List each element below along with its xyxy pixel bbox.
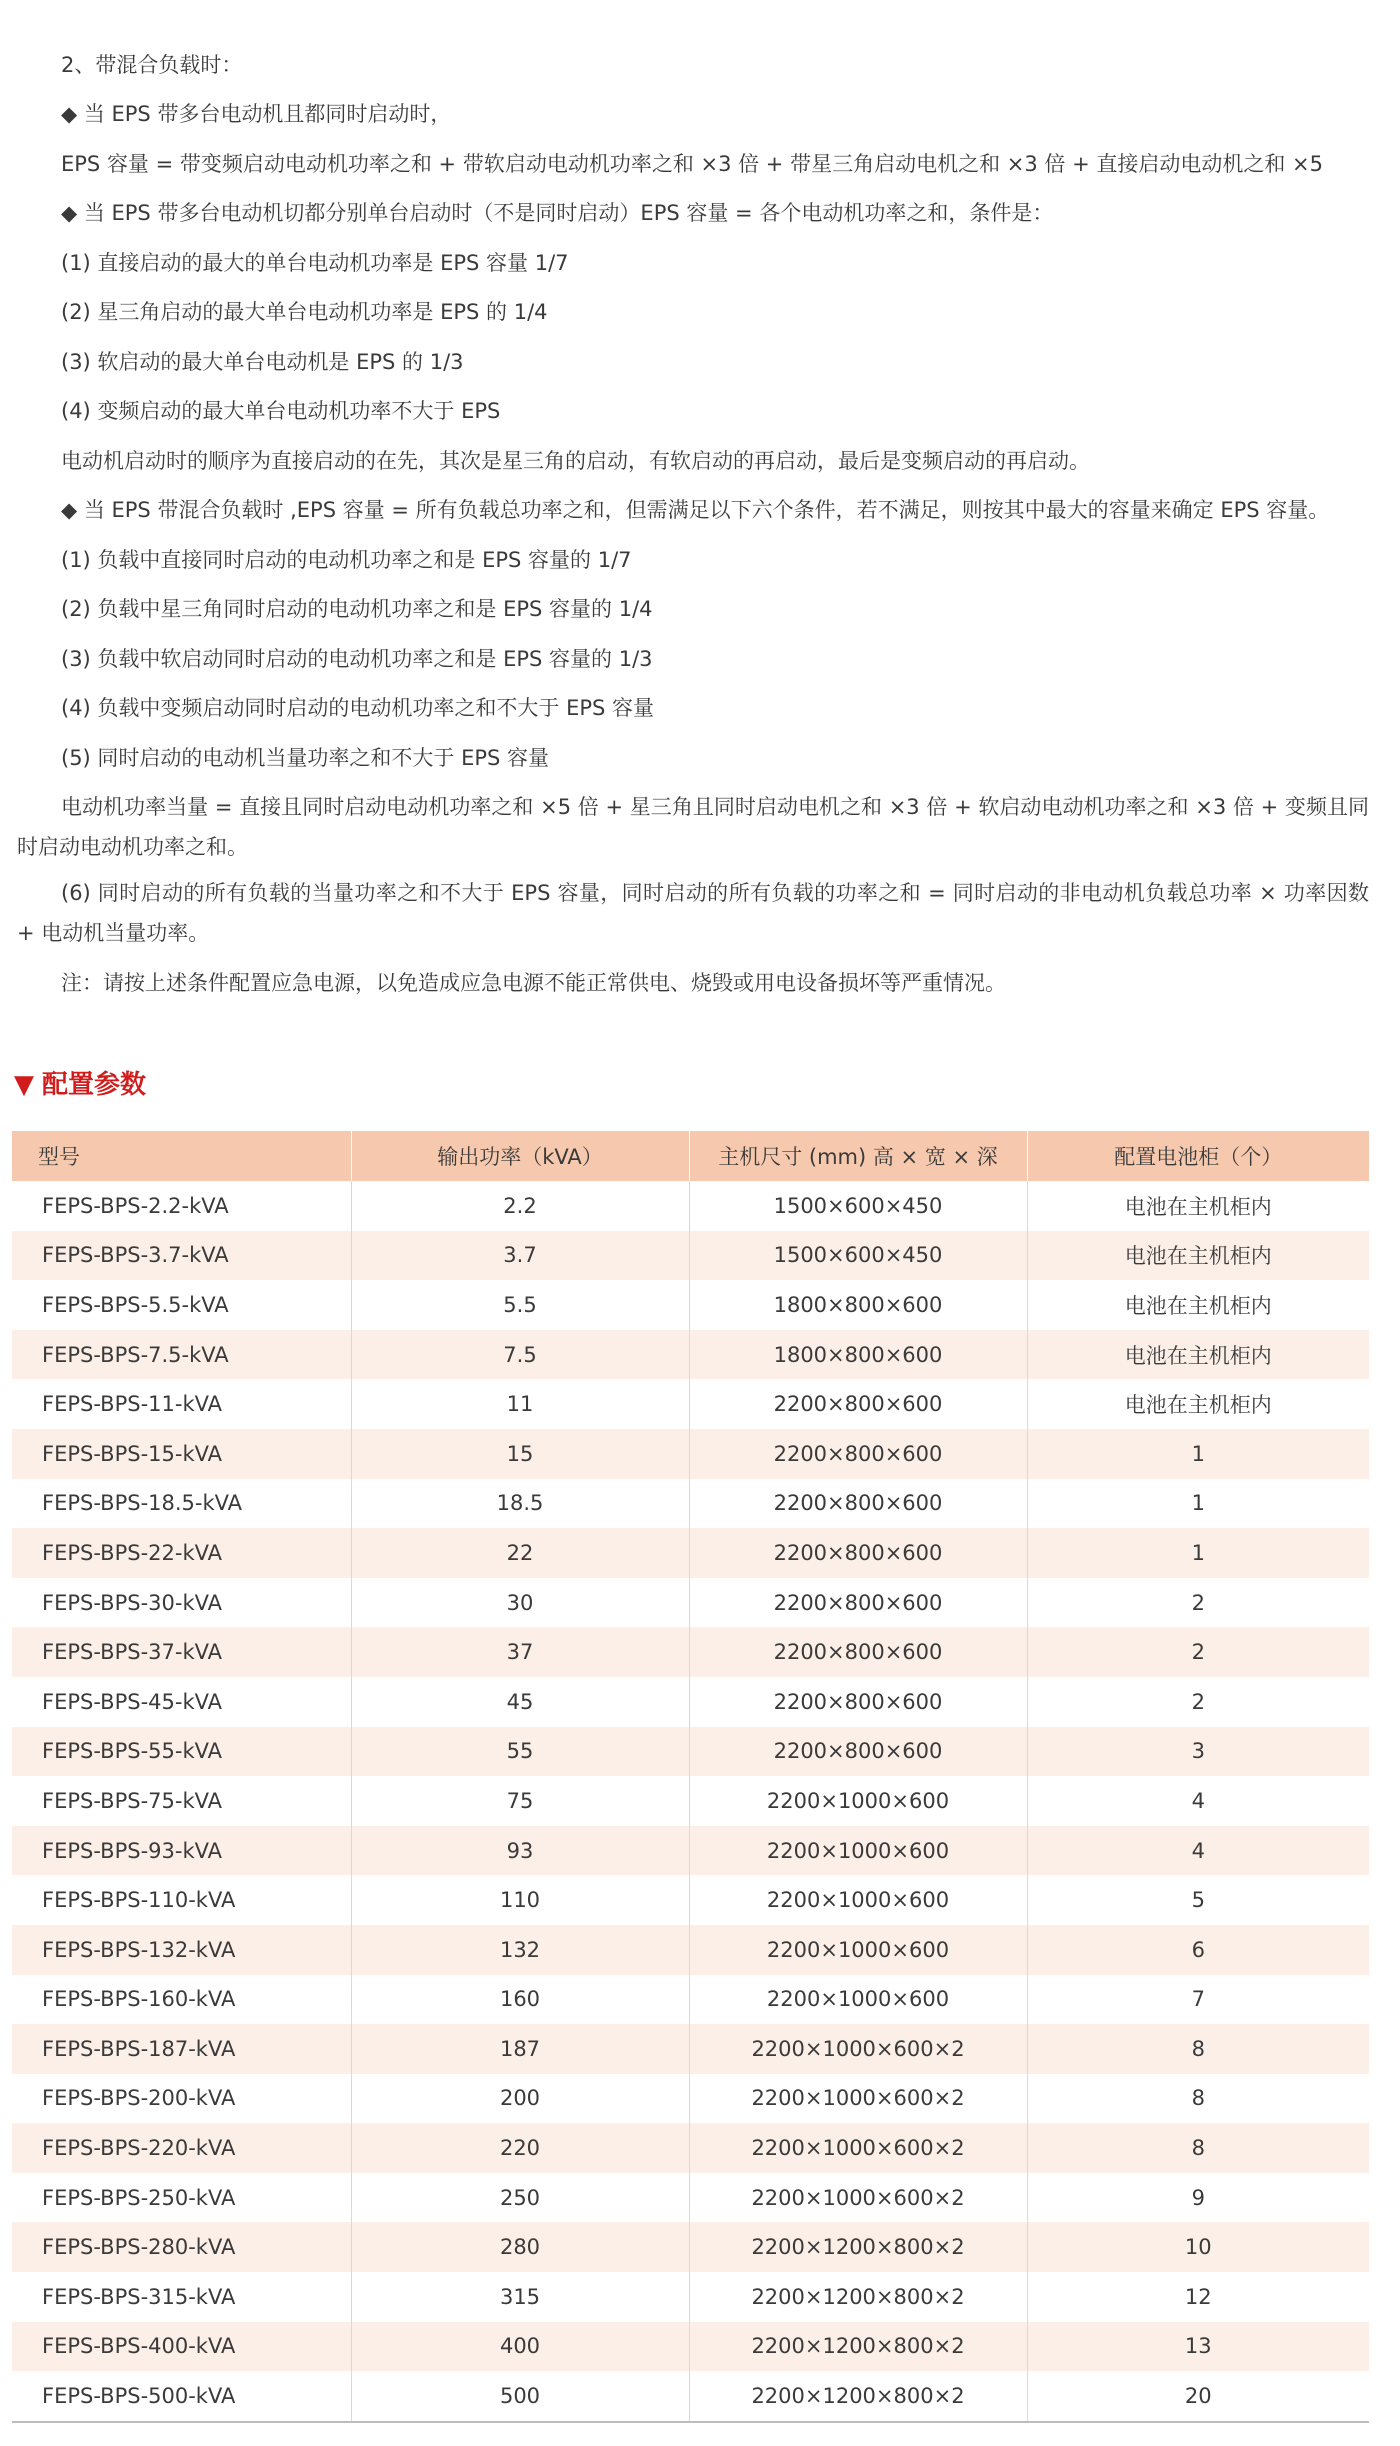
mixed-condition-1: (1) 负载中直接同时启动的电动机功率之和是 EPS 容量的 1/7 — [61, 548, 632, 572]
header-model: 型号 — [12, 1131, 351, 1181]
output-power-cell: 3.7 — [351, 1231, 689, 1281]
bullet-simultaneous-start: ◆ 当 EPS 带多台电动机且都同时启动时， — [61, 102, 452, 126]
header-output-power: 输出功率（kVA） — [351, 1131, 689, 1181]
battery-cabinet-cell: 电池在主机柜内 — [1124, 1293, 1272, 1318]
table-row — [12, 2272, 1369, 2322]
table-row — [12, 1727, 1369, 1777]
table-body — [12, 1181, 1369, 2422]
header-host-size: 主机尺寸 (mm) 高 × 宽 × 深 — [689, 1131, 1027, 1181]
mixed-condition-3: (3) 负载中软启动同时启动的电动机功率之和是 EPS 容量的 1/3 — [61, 647, 653, 671]
config-params-title: 配置参数 — [42, 1070, 147, 1100]
battery-cabinet-cell: 4 — [1191, 1788, 1205, 1813]
host-size-cell: 2200×800×600 — [689, 1479, 1027, 1529]
model-cell: FEPS-BPS-5.5-kVA — [12, 1280, 351, 1330]
model-cell: FEPS-BPS-280-kVA — [12, 2222, 351, 2272]
host-size-cell: 2200×1200×800×2 — [689, 2272, 1027, 2322]
output-power-cell: 37 — [351, 1627, 689, 1677]
config-params-heading — [14, 1068, 146, 1102]
model-cell: FEPS-BPS-15-kVA — [12, 1429, 351, 1479]
output-power-cell: 250 — [351, 2173, 689, 2223]
mixed-load-heading: 2、带混合负载时： — [61, 53, 243, 77]
output-power-cell: 30 — [351, 1578, 689, 1628]
table-row — [12, 1875, 1369, 1925]
table-row — [12, 1677, 1369, 1727]
condition-1: (1) 直接启动的最大的单台电动机功率是 EPS 容量 1/7 — [61, 251, 569, 275]
host-size-cell: 2200×1200×800×2 — [689, 2371, 1027, 2422]
model-cell: FEPS-BPS-187-kVA — [12, 2024, 351, 2074]
battery-cabinet-cell: 2 — [1027, 1627, 1369, 1677]
host-size-cell: 2200×1000×600×2 — [689, 2024, 1027, 2074]
output-power-cell: 2.2 — [351, 1181, 689, 1231]
model-cell: FEPS-BPS-11-kVA — [12, 1379, 351, 1429]
battery-cabinet-cell: 12 — [1184, 2284, 1212, 2309]
battery-cabinet-cell: 6 — [1027, 1925, 1369, 1975]
condition-4: (4) 变频启动的最大单台电动机功率不大于 EPS — [61, 399, 501, 423]
mixed-condition-6-paragraph: (6) 同时启动的所有负载的当量功率之和不大于 EPS 容量，同时启动的所有负载的功率之和 = 同时启动的非电动机负载总功率 × 功率因数 + 电动机当量功率。 — [17, 881, 1369, 945]
host-size-cell: 2200×800×600 — [689, 1727, 1027, 1777]
model-cell: FEPS-BPS-45-kVA — [12, 1677, 351, 1727]
table-row — [12, 2371, 1369, 2422]
output-power-cell: 220 — [351, 2123, 689, 2173]
condition-3: (3) 软启动的最大单台电动机是 EPS 的 1/3 — [61, 350, 464, 374]
mixed-condition-4: (4) 负载中变频启动同时启动的电动机功率之和不大于 EPS 容量 — [61, 696, 655, 720]
output-power-cell: 200 — [351, 2074, 689, 2124]
host-size-cell: 2200×800×600 — [689, 1528, 1027, 1578]
table-row — [12, 2123, 1369, 2173]
battery-cabinet-cell: 3 — [1027, 1727, 1369, 1777]
output-power-cell: 280 — [351, 2222, 689, 2272]
output-power-cell: 315 — [351, 2272, 689, 2322]
table-row — [12, 1280, 1369, 1330]
table-header-row — [12, 1131, 1369, 1181]
host-size-cell: 2200×800×600 — [689, 1379, 1027, 1429]
host-size-cell: 2200×1000×600 — [689, 1826, 1027, 1876]
battery-cabinet-cell: 5 — [1191, 1888, 1205, 1913]
model-cell: FEPS-BPS-200-kVA — [12, 2074, 351, 2124]
output-power-cell: 110 — [351, 1875, 689, 1925]
model-cell: FEPS-BPS-220-kVA — [12, 2123, 351, 2173]
model-cell: FEPS-BPS-110-kVA — [12, 1875, 351, 1925]
table-row — [12, 1826, 1369, 1876]
battery-cabinet-cell: 8 — [1027, 2024, 1369, 2074]
table-row — [12, 2322, 1369, 2372]
host-size-cell: 2200×1000×600 — [689, 1975, 1027, 2025]
model-cell: FEPS-BPS-30-kVA — [12, 1578, 351, 1628]
triangle-down-icon: ▼ — [14, 1070, 34, 1100]
model-cell: FEPS-BPS-93-kVA — [12, 1826, 351, 1876]
table-row — [12, 1181, 1369, 1231]
output-power-cell: 187 — [351, 2024, 689, 2074]
model-cell: FEPS-BPS-37-kVA — [12, 1627, 351, 1677]
host-size-cell: 1500×600×450 — [689, 1231, 1027, 1281]
host-size-cell: 2200×1000×600 — [689, 1925, 1027, 1975]
start-order-text: 电动机启动时的顺序为直接启动的在先，其次是星三角的启动，有软启动的再启动，最后是变频启动的再启动。 — [61, 449, 1090, 473]
model-cell: FEPS-BPS-22-kVA — [12, 1528, 351, 1578]
output-power-cell: 15 — [351, 1429, 689, 1479]
battery-cabinet-cell: 8 — [1027, 2123, 1369, 2173]
battery-cabinet-cell: 2 — [1191, 1590, 1205, 1615]
model-cell: FEPS-BPS-18.5-kVA — [12, 1479, 351, 1529]
model-cell: FEPS-BPS-75-kVA — [12, 1776, 351, 1826]
model-cell: FEPS-BPS-500-kVA — [12, 2371, 351, 2422]
formula-simultaneous: EPS 容量 = 带变频启动电动机功率之和 + 带软启动电动机功率之和 ×3 倍 + 带星三角启动电机之和 ×3 倍 + 直接启动电动机之和 ×5 — [61, 152, 1323, 176]
battery-cabinet-cell: 20 — [1027, 2371, 1369, 2422]
table-row — [12, 2024, 1369, 2074]
battery-cabinet-cell: 2 — [1191, 1689, 1205, 1714]
battery-cabinet-cell: 电池在主机柜内 — [1027, 1330, 1369, 1380]
output-power-cell: 132 — [351, 1925, 689, 1975]
model-cell: FEPS-BPS-250-kVA — [12, 2173, 351, 2223]
output-power-cell: 5.5 — [351, 1280, 689, 1330]
battery-cabinet-cell: 1 — [1191, 1491, 1205, 1516]
battery-cabinet-cell: 1 — [1027, 1429, 1369, 1479]
table-row — [12, 1776, 1369, 1826]
host-size-cell: 2200×800×600 — [689, 1627, 1027, 1677]
table-row — [12, 2222, 1369, 2272]
model-cell: FEPS-BPS-160-kVA — [12, 1975, 351, 2025]
mixed-condition-5: (5) 同时启动的电动机当量功率之和不大于 EPS 容量 — [61, 746, 550, 770]
battery-cabinet-cell: 电池在主机柜内 — [1124, 1393, 1272, 1418]
model-cell: FEPS-BPS-3.7-kVA — [12, 1231, 351, 1281]
table-row — [12, 1627, 1369, 1677]
host-size-cell: 2200×800×600 — [689, 1578, 1027, 1628]
model-cell: FEPS-BPS-400-kVA — [12, 2322, 351, 2372]
condition-2: (2) 星三角启动的最大单台电动机功率是 EPS 的 1/4 — [61, 300, 548, 324]
mixed-condition-2: (2) 负载中星三角同时启动的电动机功率之和是 EPS 容量的 1/4 — [61, 597, 653, 621]
table-row — [12, 1479, 1369, 1529]
output-power-cell: 45 — [351, 1677, 689, 1727]
model-cell: FEPS-BPS-55-kVA — [12, 1727, 351, 1777]
model-cell: FEPS-BPS-7.5-kVA — [12, 1330, 351, 1380]
output-power-cell: 7.5 — [351, 1330, 689, 1380]
host-size-cell: 2200×1200×800×2 — [689, 2322, 1027, 2372]
output-power-cell: 400 — [351, 2322, 689, 2372]
host-size-cell: 2200×1000×600 — [689, 1875, 1027, 1925]
output-power-cell: 55 — [351, 1727, 689, 1777]
host-size-cell: 1500×600×450 — [689, 1181, 1027, 1231]
output-power-cell: 93 — [351, 1826, 689, 1876]
host-size-cell: 2200×1200×800×2 — [689, 2222, 1027, 2272]
model-cell: FEPS-BPS-315-kVA — [12, 2272, 351, 2322]
equivalent-power-paragraph: 电动机功率当量 = 直接且同时启动电动机功率之和 ×5 倍 + 星三角且同时启动电机之和 ×3 倍 + 软启动电动机功率之和 ×3 倍 + 变频且同时启动电动机功率之和。 — [17, 795, 1369, 859]
battery-cabinet-cell: 10 — [1027, 2222, 1369, 2272]
header-battery-cabinet: 配置电池柜（个） — [1027, 1131, 1369, 1181]
table-row — [12, 1528, 1369, 1578]
warning-note: 注：请按上述条件配置应急电源，以免造成应急电源不能正常供电、烧毁或用电设备损坏等严重情况。 — [61, 971, 1006, 995]
output-power-cell: 18.5 — [351, 1479, 689, 1529]
spec-table — [12, 1131, 1369, 2423]
output-power-cell: 500 — [351, 2371, 689, 2422]
table-row — [12, 1379, 1369, 1429]
table-row — [12, 2173, 1369, 2223]
host-size-cell: 2200×1000×600 — [689, 1776, 1027, 1826]
host-size-cell: 2200×800×600 — [689, 1677, 1027, 1727]
battery-cabinet-cell: 7 — [1191, 1987, 1205, 2012]
host-size-cell: 2200×1000×600×2 — [689, 2074, 1027, 2124]
table-row — [12, 1330, 1369, 1380]
bullet-mixed-load: ◆ 当 EPS 带混合负载时 ,EPS 容量 = 所有负载总功率之和，但需满足以下六个条件，若不满足，则按其中最大的容量来确定 EPS 容量。 — [61, 498, 1330, 522]
table-row — [12, 1231, 1369, 1281]
table-row — [12, 2074, 1369, 2124]
output-power-cell: 160 — [351, 1975, 689, 2025]
battery-cabinet-cell: 电池在主机柜内 — [1027, 1231, 1369, 1281]
host-size-cell: 2200×1000×600×2 — [689, 2123, 1027, 2173]
table-row — [12, 1429, 1369, 1479]
host-size-cell: 1800×800×600 — [689, 1280, 1027, 1330]
battery-cabinet-cell: 4 — [1027, 1826, 1369, 1876]
battery-cabinet-cell: 电池在主机柜内 — [1124, 1194, 1272, 1219]
output-power-cell: 22 — [351, 1528, 689, 1578]
host-size-cell: 2200×800×600 — [689, 1429, 1027, 1479]
battery-cabinet-cell: 9 — [1191, 2185, 1205, 2210]
model-cell: FEPS-BPS-2.2-kVA — [12, 1181, 351, 1231]
output-power-cell: 75 — [351, 1776, 689, 1826]
host-size-cell: 1800×800×600 — [689, 1330, 1027, 1380]
table-row — [12, 1578, 1369, 1628]
battery-cabinet-cell: 13 — [1027, 2322, 1369, 2372]
battery-cabinet-cell: 8 — [1191, 2086, 1205, 2111]
bullet-individual-start: ◆ 当 EPS 带多台电动机切都分别单台启动时（不是同时启动）EPS 容量 = 各个电动机功率之和，条件是： — [61, 201, 1054, 225]
output-power-cell: 11 — [351, 1379, 689, 1429]
battery-cabinet-cell: 1 — [1027, 1528, 1369, 1578]
host-size-cell: 2200×1000×600×2 — [689, 2173, 1027, 2223]
table-row — [12, 1925, 1369, 1975]
model-cell: FEPS-BPS-132-kVA — [12, 1925, 351, 1975]
table-row — [12, 1975, 1369, 2025]
